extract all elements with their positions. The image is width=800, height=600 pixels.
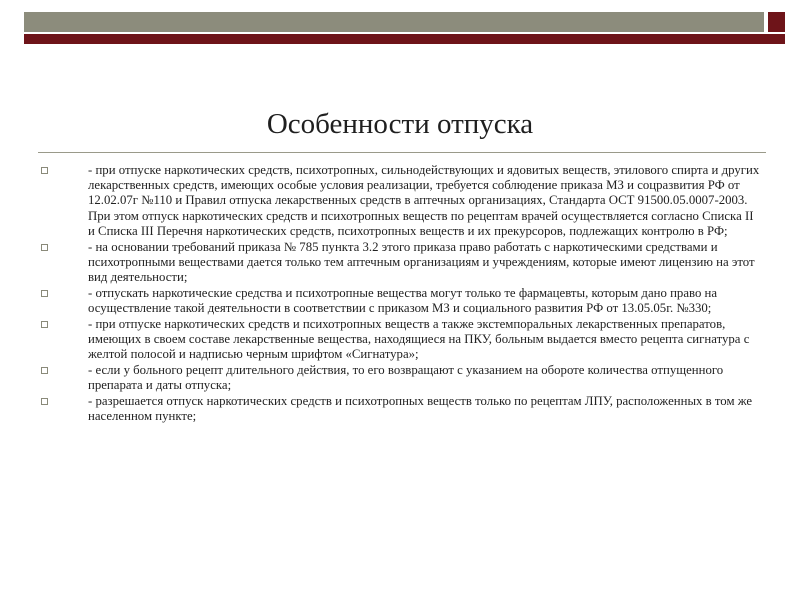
- title-divider: [38, 152, 766, 153]
- list-item-text: - на основании требований приказа № 785 пункта 3.2 этого приказа право работать с наркотическими средствами и психотропными веществами дается только тем аптечным организациям и учреждениям, которые имеют лицензию на этот вид деятельности;: [88, 239, 755, 285]
- list-item: [40, 317, 762, 363]
- square-bullet-icon: [41, 367, 48, 374]
- square-bullet-icon: [41, 290, 48, 297]
- header-corner-square: [768, 12, 785, 32]
- header-gray-band: [24, 12, 764, 32]
- square-bullet-icon: [41, 398, 48, 405]
- list-item: [40, 240, 762, 286]
- list-item-text: - при отпуске наркотических средств, психотропных, сильнодействующих и ядовитых веществ, этилового спирта и других лекарственных средств, имеющих особые условия реализации, требуется соблюдение приказа МЗ и соцразвития РФ от 12.02.07г №110 и Правил отпуска лекарственных средств в аптечных организациях, Стандарта ОСТ 91500.05.0007-2003. При этом отпуск наркотических средств и психотропных веществ по рецептам врачей осуществляется согласно Списка II и Списка III Перечня наркотических средств, психотропных веществ и их прекурсоров, подлежащих контролю в РФ;: [88, 163, 760, 238]
- list-item-text: - отпускать наркотические средства и психотропные вещества могут только те фармацевты, которым дано право на осуществление такой деятельности в соответствии с приказом МЗ и социального развития РФ от 13.05.05г. №330;: [88, 285, 718, 316]
- list-item: [40, 163, 762, 239]
- list-item-text: - если у больного рецепт длительного действия, то его возвращают с указанием на обороте количества отпущенного препарата и даты отпуска;: [88, 363, 724, 393]
- square-bullet-icon: [41, 244, 48, 251]
- list-item: [40, 394, 762, 424]
- list-item: [40, 286, 762, 316]
- list-item: [40, 363, 762, 393]
- square-bullet-icon: [41, 167, 48, 174]
- list-item-text: - при отпуске наркотических средств и психотропных веществ а также экстемпоральных лекарственных препаратов, имеющих в своем составе лекарственные вещества, находящиеся на ПКУ, больным выдается вместо рецепта сигнатура с желтой полосой и надписью черным шрифтом «Сигнатура»;: [88, 316, 750, 362]
- list-item-text: - разрешается отпуск наркотических средств и психотропных веществ только по рецептам ЛПУ, расположенных в том же населенном пункте;: [88, 394, 753, 424]
- header-red-band: [24, 34, 785, 44]
- square-bullet-icon: [41, 321, 48, 328]
- slide-title: Особенности отпуска: [266, 108, 534, 140]
- bullet-list: [40, 163, 762, 425]
